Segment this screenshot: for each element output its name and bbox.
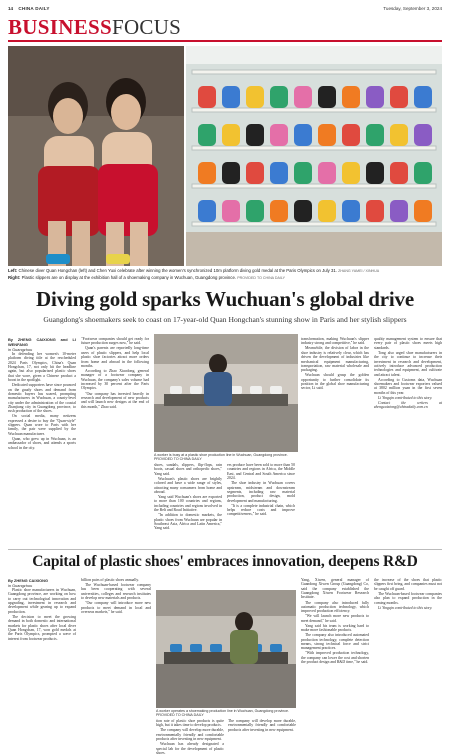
story2-byline-location: in Guangzhou (8, 583, 33, 588)
story1-c7-p3: According to Customs data, Wuchuan shoemakers and footwear exporters valued at 3802 million yuan in the first seven months of this year. (374, 377, 442, 395)
photo-slipper-display (186, 46, 442, 266)
masthead-left (8, 6, 50, 11)
story1-column-5 (227, 463, 295, 545)
story1-c1-p4: Quan, who grew up in Wuchuan, is an ambassador of shoes, and attends a sports school in the city. (8, 436, 76, 450)
story2-c4-p3: Wuchuan has already designated a special lab for the development of plastic shoes. (156, 742, 224, 755)
section-title-business: BUSINESS (8, 15, 112, 39)
caption-left-text: Chinese diver Quan Hongchan (left) and Chen Yuxi celebrate after winning the women's synchronized 10m platform diving gold medal at the Paris Olympics on July 31. (18, 268, 337, 273)
story1-c5-p3: "It is a complete industrial chain, which helps reduce costs and improve competitiveness," he said. (227, 503, 295, 517)
shoemaking-line-illustration (156, 590, 296, 708)
story2-c7-p2: The Wuchuan-based footwear companies also plan to expand production in the coming months. (374, 591, 442, 605)
story2-column-4 (156, 719, 224, 755)
story2-column-4b (228, 719, 296, 743)
story2-photo-credit: PROVIDED TO CHINA DAILY (156, 713, 204, 718)
caption-left-label: Left: (8, 268, 18, 273)
story2-headline: Capital of plastic shoes' embraces innovation, deepens R&D (32, 553, 418, 570)
story1-column-4 (154, 463, 222, 545)
story2-byline-names: By ZHENG CAIXIONG (8, 578, 48, 583)
story2-c1-p1: Plastic shoe manufacturers in Wuchuan, Guangdong province, are working on how to carry out technological innovation and upgrading, investment in research and development while gearing up to expand production. (8, 588, 76, 614)
story2-c2-p1: billion pairs of plastic shoes annually. (81, 578, 140, 582)
story2-c6-p2: The company also introduced automated production technology, complete detection means, strong technical force and strict management practices. (301, 633, 369, 651)
section-rule (8, 40, 442, 42)
story1-contact: Contact the writers at zhengcaixiong@chinadaily.com.cn (374, 401, 442, 410)
story1-byline (8, 337, 76, 352)
story1-c2-p3: According to Zhao Xiaodong, general manager of a footwear company in Wuchuan, the company's sales volume had increased by 30 percent after the Paris Olympics. (81, 369, 149, 391)
story1-c6-p2: Meanwhile, the division of labor in the shoe industry is relatively clear, which has driven the development of industries like mechanical equipment manufacturing, transportation, raw material wholesale and packaging. (301, 346, 369, 373)
caption-right-text: Plastic slippers are on display at the exhibition hall of a shoemaking company in Wuchuan, Guangdong province. (21, 274, 237, 280)
story2-c5-p3: "We will launch more new products to meet demand," he said. (301, 614, 369, 623)
story1-c1-p2: Dedicated supporters have since pounced on the gaudy shoes and demand from domestic buyers has soared, prompting manufacturers in Wuchuan, a county-level city under the administration of the coastal Zhanjiang city in Guangdong province, to rush production of the shoes. (8, 383, 76, 414)
story2-c5-p2: The company also introduced fully automatic production technology, which improved production efficiency. (301, 600, 369, 614)
story2-column-2 (81, 578, 151, 742)
story1-contributor-note: Li Yingqin contributed to this story. (378, 395, 433, 400)
story2-c4-p2: The company will develop more durable, environmentally friendly and comfortable products after investing in new equipment. (156, 728, 224, 742)
story1-photo-credit: PROVIDED TO CHINA DAILY (154, 457, 202, 462)
section-title-focus: FOCUS (111, 15, 182, 39)
story1-c5-p2: The shoe industry in Wuchuan covers upstream, midstream and downstream segments, including raw material production, product design, mold development and manufacturing. (227, 481, 295, 503)
story1-c4-p3: Yang said Wuchuan's shoes are exported to more than 100 countries and regions, including countries and regions involved in the Belt and Road Initiative. (154, 495, 222, 513)
slipper-shelves-illustration (186, 46, 442, 266)
story1-byline-location: in Guangzhou (8, 347, 33, 352)
page-number: 14 (8, 6, 14, 11)
story1-column-2 (81, 337, 149, 545)
story1-c7-p1: quality management system to ensure that every pair of plastic shoes meets high standards. (374, 337, 442, 350)
story2-c7-p1: the increase of the shoes that plastic slippers first bring, and companies must not be caught off guard. (374, 578, 442, 591)
story1-c7-p2: Tong also urged shoe manufacturers in the city to continue to increase their investment in research and development, actively introduce advanced production technologies and equipment, and cultivate and attract talent. (374, 350, 442, 377)
story1-headline: Diving gold sparks Wuchuan's global drive (36, 287, 414, 311)
story2-column-1 (8, 578, 76, 742)
story2-c4b-p1: The company will develop more durable, environmentally friendly and comfortable products after investing in new equipment. (228, 719, 296, 732)
story2-c6-p3: "With improved production technology, the company can lower the cost and shorten the product design and R&D time," he said. (301, 651, 369, 665)
story2-c5-p1: Yang, Xiwen, general manager of Guandong Xiwen Group (Guangdong) Co, said the company established the Guangdong Xiwen Footwear Research Institute. (301, 578, 369, 600)
caption-left-credit: ZHANG YAMEI / XINHUA (338, 269, 380, 273)
story1-c2-p4: "Our company has invested heavily in research and development of new products and will launch new designs at the end of this month," Zhao said. (81, 391, 149, 409)
story2-c1-p2: The decision to meet the growing demand in both domestic and international markets for plastic shoes after local diver Quan Hongchan, 17, won gold medals at the Paris Olympics, prompted a wave of interest from footwear products. (8, 614, 76, 641)
story1-column-6 (301, 337, 369, 545)
masthead (8, 4, 442, 14)
story2-byline (8, 578, 76, 588)
story1-photo-caption-text: A worker is busy at a plastic shoe production line in Wuchuan, Guangdong province. (154, 453, 288, 457)
caption-right-credit: PROVIDED TO CHINA DAILY (237, 275, 285, 280)
story1-c2-p2: Quan's parents are reportedly long-time users of plastic slippers, and help local plastic shoe factories attract more orders from home and abroad in the following months. (81, 346, 149, 368)
story2-contributor-note: Li Yingqin contributed to this story. (378, 605, 433, 610)
story2-photo-caption-text: A worker operates a shoemaking production line in Wuchuan, Guangdong province. (156, 709, 289, 713)
story1-c2-p1: "Footwear companies should get ready for future production surges now," he said. (81, 337, 149, 346)
story1-subhead: Guangdong's shoemakers seek to coast on 17-year-old Quan Hongchan's stunning show in Paris and her stylish slippers (43, 315, 407, 324)
story1-photo-caption (154, 453, 298, 462)
story2-photo-caption (156, 709, 296, 718)
story1-c4-p1: shoes, sandals, slippers, flip-flops, rain boots, casual shoes and orthopedic shoes," Yang said. (154, 463, 222, 476)
story1-c1-p1: In defending her women's 10-meter platform diving title at the rescheduled 2024 Paris Olympics, China's Quan Hongchan, 17, not only hit the headline again, but also popularized plastic shoes that she wore, given a Chinese product a boost in the spotlight. (8, 352, 76, 383)
story1-c5-p1: ers produce have been sold to more than 50 countries and regions in Africa, the Middle East, and Central and South America since 2024. (227, 463, 295, 481)
issue-date: Tuesday, September 3, 2024 (383, 6, 442, 11)
production-line-illustration (154, 334, 298, 452)
publication-name: CHINA DAILY (18, 6, 50, 11)
story2-c6-p1: Yang said his team is working hard to make more fashionable products. (301, 623, 369, 633)
story-divider (8, 549, 442, 550)
story2-column-5 (301, 578, 369, 742)
divers-illustration (8, 46, 184, 266)
story1-c4-p4: "In addition to domestic markets, the plastic shoes from Wuchuan are popular in Southeast Asia, Africa and Latin America," Yang said. (154, 513, 222, 531)
story1-c6-p1: transformation, making Wuchuan's slipper industry strong and competitive," he said. (301, 337, 369, 346)
story1-c4-p2: Wuchuan's plastic shoes are brightly colored and have a wide range of styles, attracting many consumers from home and abroad. (154, 476, 222, 494)
top-photo-caption (8, 268, 442, 281)
caption-right-label: Right: (8, 274, 21, 280)
story1-column-7 (374, 337, 442, 545)
story1-byline-names: By ZHENG CAIXIONG and LI WENFANG (8, 337, 76, 347)
story2-c2-p2: The Wuchuan-based footwear company has been cooperating with several universities, colleges and research institutes to develop new materials and products. (81, 583, 151, 601)
photo-divers (8, 46, 184, 266)
story2-column-7 (374, 578, 442, 742)
photo-production-line (154, 334, 298, 452)
story1-column-1 (8, 337, 76, 545)
story1-c6-p3: Wuchuan should grasp the golden opportunity to further consolidate its position in the global shoe manufacturing sector, Li said. (301, 373, 369, 391)
photo-shoemaking-line (156, 590, 296, 708)
section-title (8, 15, 181, 39)
story2-c4-p1: tion rate of plastic shoe products is quite high, but it takes time to develop products. (156, 719, 224, 728)
story1-c1-p3: On social media, many netizens expressed a desire to buy the "Quan-style" slippers. Quan wore to Paris with her family, the pair were supplied by the Wuchuan manufacturer. (8, 414, 76, 436)
story2-c2-p3: "Our company will introduce more new products to meet demand in local and overseas markets," he said. (81, 601, 151, 614)
